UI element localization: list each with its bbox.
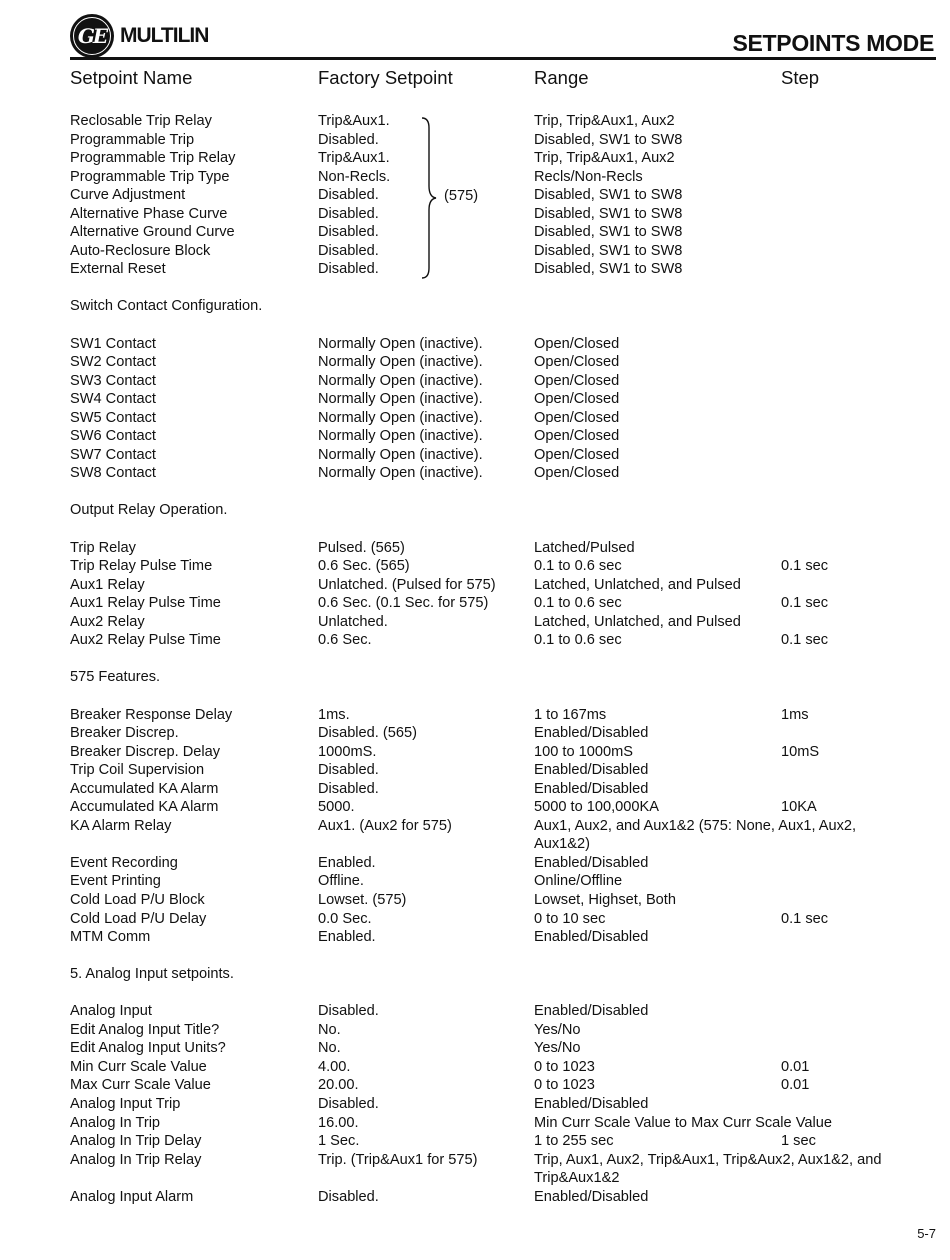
page-title: SETPOINTS MODE bbox=[732, 30, 934, 56]
range-value: Aux1, Aux2, and Aux1&2 (575: None, Aux1, Aux2, bbox=[534, 817, 857, 834]
setpoint-name: Aux1 Relay bbox=[70, 576, 145, 593]
range-value: Min Curr Scale Value to Max Curr Scale Value bbox=[534, 1114, 832, 1131]
factory-setpoint: Disabled. bbox=[318, 261, 379, 278]
setpoint-name: Analog Input bbox=[70, 1003, 152, 1020]
setpoint-name: Max Curr Scale Value bbox=[70, 1077, 211, 1094]
range-value: Trip&Aux1&2 bbox=[534, 1170, 620, 1187]
range-value: Latched/Pulsed bbox=[534, 539, 635, 556]
table-row bbox=[0, 1002, 950, 1021]
factory-setpoint: 1000mS. bbox=[318, 743, 377, 760]
factory-setpoint: 0.6 Sec. bbox=[318, 632, 372, 649]
table-row bbox=[0, 446, 950, 465]
range-value: Trip, Aux1, Aux2, Trip&Aux1, Trip&Aux2, Aux1&2, and bbox=[534, 1151, 882, 1168]
factory-setpoint: Disabled. bbox=[318, 1095, 379, 1112]
setpoint-name: SW1 Contact bbox=[70, 335, 156, 352]
setpoint-name: External Reset bbox=[70, 261, 166, 278]
setpoint-name: Breaker Discrep. bbox=[70, 725, 179, 742]
factory-setpoint: Normally Open (inactive). bbox=[318, 428, 483, 445]
range-value: 1 to 167ms bbox=[534, 706, 607, 723]
table-row bbox=[0, 1039, 950, 1058]
setpoint-name: Accumulated KA Alarm bbox=[70, 799, 219, 816]
range-value: Open/Closed bbox=[534, 465, 620, 482]
brand-logo bbox=[70, 14, 208, 58]
factory-setpoint: Disabled. (565) bbox=[318, 725, 417, 742]
section-title: 5. Analog Input setpoints. bbox=[70, 966, 234, 983]
factory-setpoint: Unlatched. bbox=[318, 613, 388, 630]
section-heading bbox=[0, 965, 950, 984]
ge-monogram-icon bbox=[70, 14, 114, 58]
table-row bbox=[0, 539, 950, 558]
table-row bbox=[0, 891, 950, 910]
table-row bbox=[0, 1188, 950, 1207]
factory-setpoint: Disabled. bbox=[318, 762, 379, 779]
range-value: 0 to 1023 bbox=[534, 1058, 595, 1075]
factory-setpoint: No. bbox=[318, 1021, 341, 1038]
table-row bbox=[0, 1095, 950, 1114]
range-value: Enabled/Disabled bbox=[534, 1095, 649, 1112]
factory-setpoint: Offline. bbox=[318, 873, 364, 890]
factory-setpoint: Normally Open (inactive). bbox=[318, 465, 483, 482]
setpoint-name: Event Recording bbox=[70, 854, 178, 871]
setpoint-name: SW4 Contact bbox=[70, 391, 156, 408]
factory-setpoint: Disabled. bbox=[318, 224, 379, 241]
table-row bbox=[0, 409, 950, 428]
setpoint-name: KA Alarm Relay bbox=[70, 817, 172, 834]
spacer-row bbox=[0, 947, 950, 966]
setpoint-name: SW3 Contact bbox=[70, 372, 156, 389]
column-header-factory: Factory Setpoint bbox=[318, 67, 453, 88]
factory-setpoint: Disabled. bbox=[318, 1188, 379, 1205]
factory-setpoint: 1ms. bbox=[318, 706, 350, 723]
step-value: 0.1 sec bbox=[781, 910, 829, 927]
range-value: 100 to 1000mS bbox=[534, 743, 633, 760]
factory-setpoint: Non-Recls. bbox=[318, 168, 391, 185]
range-value: Open/Closed bbox=[534, 372, 620, 389]
range-value: Enabled/Disabled bbox=[534, 762, 649, 779]
setpoint-name: Reclosable Trip Relay bbox=[70, 113, 212, 129]
table-row bbox=[0, 798, 950, 817]
setpoint-name: Min Curr Scale Value bbox=[70, 1058, 207, 1075]
range-value: Disabled, SW1 to SW8 bbox=[534, 242, 683, 259]
step-value: 0.1 sec bbox=[781, 595, 829, 612]
factory-setpoint: 0.6 Sec. (0.1 Sec. for 575) bbox=[318, 595, 489, 612]
brace-label: (575) bbox=[444, 188, 479, 204]
table-row bbox=[0, 576, 950, 595]
table-row bbox=[0, 149, 950, 168]
setpoint-name: SW5 Contact bbox=[70, 409, 156, 426]
setpoint-name: Edit Analog Input Units? bbox=[70, 1040, 226, 1057]
factory-setpoint: Trip&Aux1. bbox=[318, 113, 390, 129]
factory-setpoint: 16.00. bbox=[318, 1114, 359, 1131]
setpoint-name: Programmable Trip Relay bbox=[70, 150, 236, 167]
factory-setpoint: Disabled. bbox=[318, 131, 379, 148]
factory-setpoint: Normally Open (inactive). bbox=[318, 335, 483, 352]
range-value: Open/Closed bbox=[534, 391, 620, 408]
spacer-row bbox=[0, 520, 950, 539]
section-heading bbox=[0, 501, 950, 520]
section-title: Output Relay Operation. bbox=[70, 502, 228, 519]
spacer-row bbox=[0, 279, 950, 298]
range-value: Yes/No bbox=[534, 1021, 581, 1038]
range-value: Aux1&2) bbox=[534, 836, 590, 853]
setpoint-name: Analog In Trip Delay bbox=[70, 1133, 202, 1150]
table-row bbox=[0, 724, 950, 743]
factory-setpoint: Disabled. bbox=[318, 187, 379, 204]
table-row bbox=[0, 631, 950, 650]
setpoint-name: SW2 Contact bbox=[70, 354, 156, 371]
factory-setpoint: 20.00. bbox=[318, 1077, 359, 1094]
setpoint-name: Cold Load P/U Block bbox=[70, 891, 205, 908]
column-headers bbox=[0, 67, 950, 93]
step-value: 1 sec bbox=[781, 1133, 816, 1150]
range-value: Latched, Unlatched, and Pulsed bbox=[534, 613, 741, 630]
column-header-range: Range bbox=[534, 67, 589, 88]
factory-setpoint: Trip&Aux1. bbox=[318, 150, 390, 167]
range-value: Open/Closed bbox=[534, 354, 620, 371]
factory-setpoint: Disabled. bbox=[318, 1003, 379, 1020]
range-value: Enabled/Disabled bbox=[534, 1188, 649, 1205]
section-heading bbox=[0, 668, 950, 687]
setpoint-name: Analog In Trip Relay bbox=[70, 1151, 202, 1168]
setpoint-name: Analog In Trip bbox=[70, 1114, 161, 1131]
factory-setpoint: Enabled. bbox=[318, 929, 376, 946]
table-row bbox=[0, 557, 950, 576]
table-row bbox=[0, 464, 950, 483]
range-value: Trip, Trip&Aux1, Aux2 bbox=[534, 113, 675, 129]
step-value: 0.01 bbox=[781, 1077, 810, 1094]
table-row bbox=[0, 205, 950, 224]
table-row bbox=[0, 761, 950, 780]
range-value: 0.1 to 0.6 sec bbox=[534, 595, 622, 612]
range-value: Online/Offline bbox=[534, 873, 623, 890]
setpoint-name: Edit Analog Input Title? bbox=[70, 1021, 220, 1038]
factory-setpoint: 1 Sec. bbox=[318, 1133, 360, 1150]
ge-monogram-letters: GE bbox=[77, 24, 107, 48]
spacer-row bbox=[0, 687, 950, 706]
range-value: Enabled/Disabled bbox=[534, 780, 649, 797]
column-header-name: Setpoint Name bbox=[70, 67, 193, 88]
factory-setpoint: Disabled. bbox=[318, 205, 379, 222]
range-value: Open/Closed bbox=[534, 446, 620, 463]
range-value: Recls/Non-Recls bbox=[534, 168, 643, 185]
table-row bbox=[0, 1114, 950, 1133]
section-heading bbox=[0, 297, 950, 316]
range-value: Enabled/Disabled bbox=[534, 929, 649, 946]
range-value: Open/Closed bbox=[534, 335, 620, 352]
table-row bbox=[0, 1132, 950, 1151]
range-value: Lowset, Highset, Both bbox=[534, 891, 676, 908]
table-row bbox=[0, 743, 950, 762]
table-row bbox=[0, 353, 950, 372]
step-value: 0.01 bbox=[781, 1058, 810, 1075]
factory-setpoint: 5000. bbox=[318, 799, 355, 816]
setpoint-name: Aux2 Relay Pulse Time bbox=[70, 632, 221, 649]
step-value: 0.1 sec bbox=[781, 632, 829, 649]
factory-setpoint: Normally Open (inactive). bbox=[318, 446, 483, 463]
table-row bbox=[0, 910, 950, 929]
setpoint-name: Curve Adjustment bbox=[70, 187, 186, 204]
setpoint-name: Programmable Trip bbox=[70, 131, 195, 148]
factory-setpoint: Pulsed. (565) bbox=[318, 539, 405, 556]
table-row bbox=[0, 780, 950, 799]
setpoint-name: Aux2 Relay bbox=[70, 613, 145, 630]
table-row bbox=[0, 242, 950, 261]
step-value: 1ms bbox=[781, 706, 809, 723]
range-value: Open/Closed bbox=[534, 409, 620, 426]
range-value: Latched, Unlatched, and Pulsed bbox=[534, 576, 741, 593]
table-row bbox=[0, 186, 950, 205]
table-row bbox=[0, 335, 950, 354]
factory-setpoint: Normally Open (inactive). bbox=[318, 354, 483, 371]
step-value: 10mS bbox=[781, 743, 820, 760]
range-value: 0.1 to 0.6 sec bbox=[534, 632, 622, 649]
factory-setpoint: Normally Open (inactive). bbox=[318, 372, 483, 389]
table-row bbox=[0, 854, 950, 873]
step-value: 0.1 sec bbox=[781, 558, 829, 575]
range-value: Enabled/Disabled bbox=[534, 854, 649, 871]
spacer-row bbox=[0, 650, 950, 669]
table-row bbox=[0, 372, 950, 391]
factory-setpoint: Disabled. bbox=[318, 780, 379, 797]
spacer-row bbox=[0, 316, 950, 335]
table-row bbox=[0, 112, 950, 131]
setpoint-name: SW7 Contact bbox=[70, 446, 156, 463]
range-value: Yes/No bbox=[534, 1040, 581, 1057]
setpoint-name: Analog Input Alarm bbox=[70, 1188, 194, 1205]
spacer-row bbox=[0, 483, 950, 502]
factory-setpoint: Aux1. (Aux2 for 575) bbox=[318, 817, 452, 834]
table-row bbox=[0, 706, 950, 725]
setpoints-table bbox=[0, 112, 950, 1206]
brand-name: MULTILIN bbox=[120, 24, 209, 47]
table-row bbox=[0, 223, 950, 242]
table-row bbox=[0, 872, 950, 891]
setpoint-name: Programmable Trip Type bbox=[70, 168, 230, 185]
range-value: 0.1 to 0.6 sec bbox=[534, 558, 622, 575]
setpoint-name: Aux1 Relay Pulse Time bbox=[70, 595, 221, 612]
table-row bbox=[0, 1058, 950, 1077]
factory-setpoint: Normally Open (inactive). bbox=[318, 391, 483, 408]
table-row bbox=[0, 835, 950, 854]
range-value: Enabled/Disabled bbox=[534, 725, 649, 742]
range-value: 0 to 1023 bbox=[534, 1077, 595, 1094]
factory-setpoint: Unlatched. (Pulsed for 575) bbox=[318, 576, 496, 593]
factory-setpoint: Disabled. bbox=[318, 242, 379, 259]
range-value: Enabled/Disabled bbox=[534, 1003, 649, 1020]
factory-setpoint: Enabled. bbox=[318, 854, 376, 871]
factory-setpoint: 0.0 Sec. bbox=[318, 910, 372, 927]
factory-setpoint: 4.00. bbox=[318, 1058, 351, 1075]
setpoint-name: SW8 Contact bbox=[70, 465, 156, 482]
setpoint-name: Analog Input Trip bbox=[70, 1095, 181, 1112]
range-value: 1 to 255 sec bbox=[534, 1133, 614, 1150]
setpoint-name: Cold Load P/U Delay bbox=[70, 910, 207, 927]
column-header-step: Step bbox=[781, 67, 820, 88]
header-rule bbox=[70, 57, 936, 60]
setpoint-name: Breaker Response Delay bbox=[70, 706, 233, 723]
range-value: 0 to 10 sec bbox=[534, 910, 606, 927]
range-value: Disabled, SW1 to SW8 bbox=[534, 187, 683, 204]
table-row bbox=[0, 817, 950, 836]
table-row bbox=[0, 168, 950, 187]
table-row bbox=[0, 1169, 950, 1188]
factory-setpoint: Trip. (Trip&Aux1 for 575) bbox=[318, 1151, 478, 1168]
table-row bbox=[0, 260, 950, 279]
range-value: Open/Closed bbox=[534, 428, 620, 445]
table-row bbox=[0, 613, 950, 632]
range-value: 5000 to 100,000KA bbox=[534, 799, 659, 816]
setpoint-name: Auto-Reclosure Block bbox=[70, 242, 211, 259]
factory-setpoint: 0.6 Sec. (565) bbox=[318, 558, 410, 575]
setpoint-name: MTM Comm bbox=[70, 929, 151, 946]
spacer-row bbox=[0, 984, 950, 1003]
range-value: Trip, Trip&Aux1, Aux2 bbox=[534, 150, 675, 167]
table-row bbox=[0, 1151, 950, 1170]
factory-setpoint: No. bbox=[318, 1040, 341, 1057]
section-title: Switch Contact Configuration. bbox=[70, 298, 263, 315]
setpoint-name: Alternative Ground Curve bbox=[70, 224, 235, 241]
setpoint-name: Alternative Phase Curve bbox=[70, 205, 228, 222]
factory-setpoint: Normally Open (inactive). bbox=[318, 409, 483, 426]
setpoint-name: Accumulated KA Alarm bbox=[70, 780, 219, 797]
setpoint-name: Trip Relay bbox=[70, 539, 136, 556]
setpoint-name: Breaker Discrep. Delay bbox=[70, 743, 221, 760]
section-title: 575 Features. bbox=[70, 669, 161, 686]
range-value: Disabled, SW1 to SW8 bbox=[534, 205, 683, 222]
range-value: Disabled, SW1 to SW8 bbox=[534, 261, 683, 278]
range-value: Disabled, SW1 to SW8 bbox=[534, 131, 683, 148]
factory-setpoint: Lowset. (575) bbox=[318, 891, 407, 908]
table-row bbox=[0, 928, 950, 947]
table-row bbox=[0, 1021, 950, 1040]
table-row bbox=[0, 390, 950, 409]
setpoint-name: Event Printing bbox=[70, 873, 161, 890]
page-number: 5-7 bbox=[917, 1226, 936, 1241]
table-row bbox=[0, 427, 950, 446]
table-row bbox=[0, 594, 950, 613]
step-value: 10KA bbox=[781, 799, 817, 816]
range-value: Disabled, SW1 to SW8 bbox=[534, 224, 683, 241]
setpoint-name: SW6 Contact bbox=[70, 428, 156, 445]
table-row bbox=[0, 131, 950, 150]
setpoint-name: Trip Relay Pulse Time bbox=[70, 558, 213, 575]
setpoint-name: Trip Coil Supervision bbox=[70, 762, 205, 779]
table-row bbox=[0, 1076, 950, 1095]
